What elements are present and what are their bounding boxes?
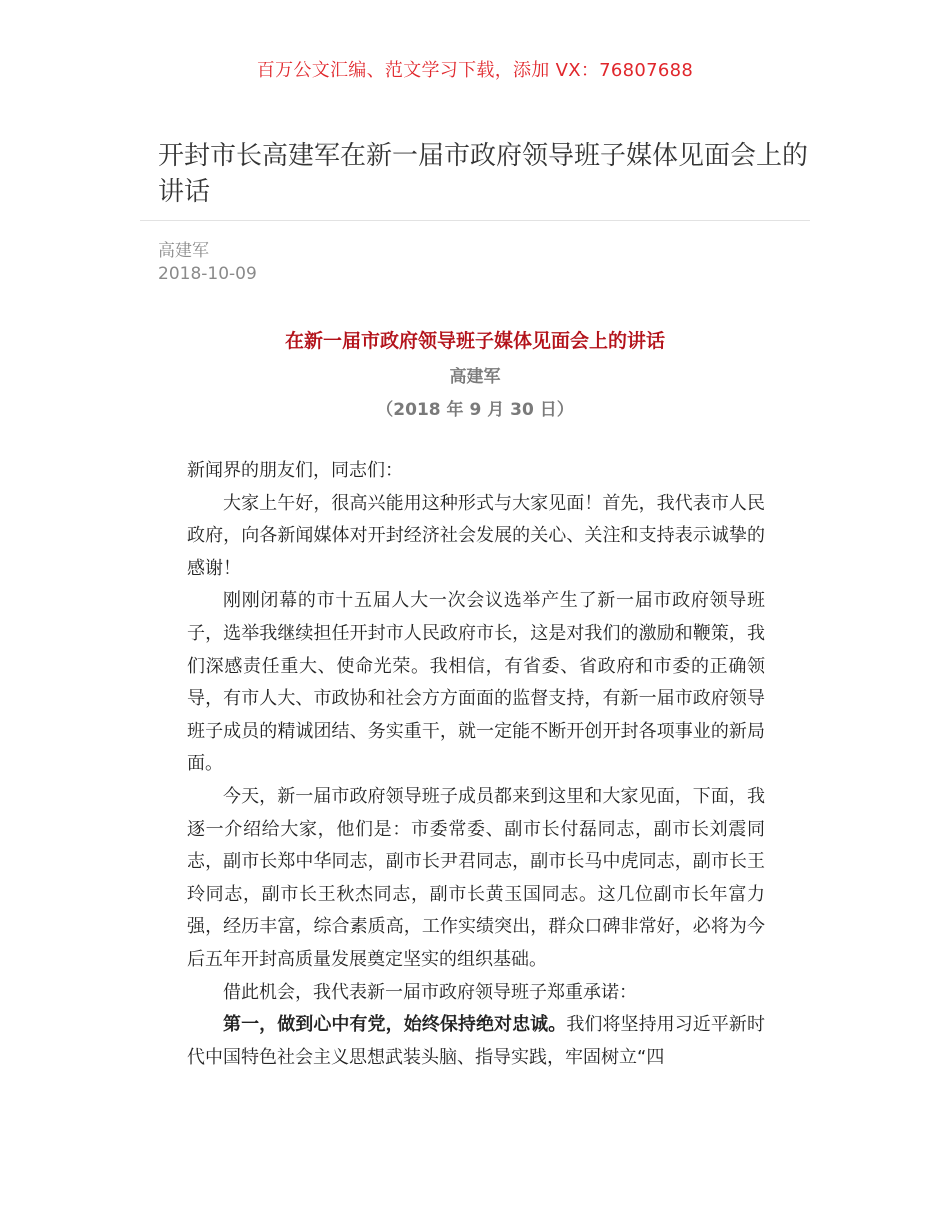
document-date: （2018 年 9 月 30 日） — [376, 400, 574, 420]
document-title: 在新一届市政府领导班子媒体见面会上的讲话 — [284, 330, 665, 352]
title-divider — [140, 220, 810, 221]
article-meta — [158, 240, 257, 286]
bold-lead: 第一，做到心中有党，始终保持绝对忠诚。 — [223, 1014, 567, 1036]
document-body — [187, 455, 765, 1074]
article-author: 高建军 — [158, 241, 209, 261]
paragraph: 借此机会，我代表新一届市政府领导班子郑重承诺： — [223, 981, 637, 1003]
salutation: 新闻界的朋友们，同志们： — [187, 460, 403, 481]
paragraph: 今天，新一届市政府领导班子成员都来到这里和大家见面，下面，我逐一介绍给大家，他们是：市委常委、副市长付磊同志，副市长刘震同志，副市长郑中华同志，副市长尹君同志，副市长马中虎同志，副市长王玲同志，副市长王秋杰同志，副市长黄玉国同志。这几位副市长年富力强，经历丰富，综合素质高，工作实绩突出，群众口碑非常好，必将为今后五年开封高质量发展奠定坚实的组织基础。 — [187, 785, 765, 970]
document-author: 高建军 — [449, 367, 501, 387]
promo-banner: 百万公文汇编、范文学习下载，添加 VX：76807688 — [256, 60, 694, 81]
paragraph: 大家上午好，很高兴能用这种形式与大家见面！首先，我代表市人民政府，向各新闻媒体对开封经济社会发展的关心、关注和支持表示诚挚的感谢！ — [187, 492, 765, 579]
article-title: 开封市长高建军在新一届市政府领导班子媒体见面会上的讲话 — [158, 141, 809, 207]
article-date: 2018-10-09 — [158, 264, 257, 284]
paragraph: 刚刚闭幕的市十五届人大一次会议选举产生了新一届市政府领导班子，选举我继续担任开封市人民政府市长，这是对我们的激励和鞭策，我们深感责任重大、使命光荣。我相信，有省委、省政府和市委的正确领导，有市人大、市政协和社会方方面面的监督支持，有新一届市政府领导班子成员的精诚团结、务实重干，就一定能不断开创开封各项事业的新局面。 — [187, 590, 765, 775]
paragraph-text: 我们将坚持用习近平新时代中国特色社会主义思想武装头脑、指导实践，牢固树立“四 — [187, 1014, 766, 1068]
paragraph — [187, 1009, 765, 1074]
